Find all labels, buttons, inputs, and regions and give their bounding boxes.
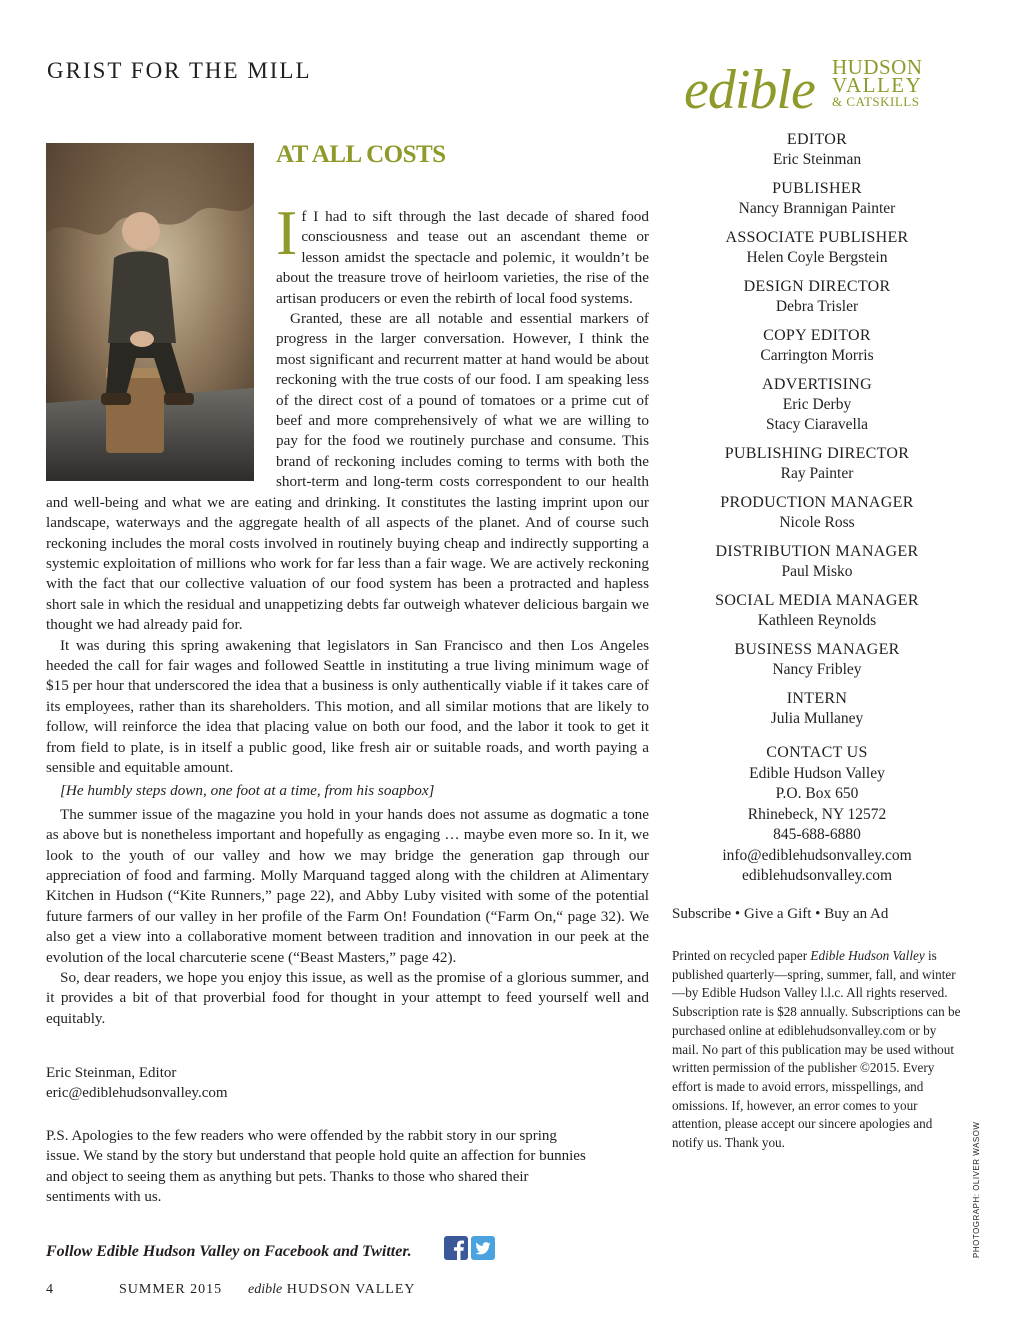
masthead-name: Nancy Fribley	[772, 661, 862, 678]
notice-title: Edible Hudson Valley	[810, 948, 925, 963]
masthead-entry	[702, 227, 932, 268]
photo-wrap-spacer	[46, 207, 276, 485]
masthead-name: Debra Trisler	[775, 298, 859, 315]
masthead-name: Julia Mullaney	[770, 710, 864, 727]
logo-edible: edible	[684, 59, 815, 121]
masthead-role: ADVERTISING	[762, 376, 872, 393]
page-number: 4	[46, 1282, 54, 1297]
masthead-name: Nicole Ross	[779, 514, 855, 531]
logo-catskills: & CATSKILLS	[832, 94, 920, 109]
notice-lead: Printed on recycled paper	[672, 948, 808, 963]
masthead-name: Helen Coyle Bergstein	[746, 249, 888, 266]
masthead-name: Ray Painter	[780, 465, 854, 482]
notice-body: is published quarterly—spring, summer, fall, and winter—by Edible Hudson Valley l.l.c. All rights reserved. Subscription rate is $28 annually. Subscriptions can be purchased online at ediblehudsonvalley.com or by mail. No part of this publication may be used without written permission of the publisher ©2015. Every effort is made to avoid errors, misspellings, and omissions. If, however, an error comes to your attention, please accept our sincere apologies and notify us. Thank you.	[672, 948, 961, 1151]
masthead-name: Paul Misko	[781, 563, 853, 580]
masthead-name: Kathleen Reynolds	[757, 612, 877, 629]
buy-ad-link[interactable]: Buy an Ad	[824, 906, 889, 922]
magazine-label: edible HUDSON VALLEY	[248, 1282, 416, 1297]
contact-title: CONTACT US	[766, 744, 868, 761]
masthead-role: ASSOCIATE PUBLISHER	[725, 229, 909, 246]
masthead-entry	[702, 590, 932, 631]
masthead-entry	[702, 129, 932, 170]
postscript: P.S. Apologies to the few readers who were offended by the rabbit story in our spring issue. We stand by the story but understand that people hold quite an affection for bunnies and object to seeing them as anything but pets. Thanks to those who shared their sentiments with us.	[46, 1128, 586, 1206]
masthead-role: BUSINESS MANAGER	[734, 641, 900, 658]
contact-line: 845-688-6880	[773, 826, 861, 843]
signature	[46, 1063, 228, 1104]
section-title: GRIST FOR THE MILL	[47, 58, 312, 83]
bullet-separator: •	[734, 906, 741, 922]
masthead-name: Stacy Ciaravella	[766, 416, 868, 433]
contact-block	[702, 743, 932, 887]
logo-region	[832, 55, 923, 109]
social-icons	[444, 1236, 496, 1260]
contact-line: Rhinebeck, NY 12572	[747, 805, 887, 823]
masthead-role: PUBLISHING DIRECTOR	[724, 445, 910, 462]
masthead-role: PUBLISHER	[772, 180, 862, 197]
article-paragraph: So, dear readers, we hope you enjoy this issue, as well as the promise of a glorious summer, and it provides a bit of that proverbial food for thought in your attempt to feed yourself well and equitably.	[46, 969, 649, 1027]
publication-notice	[672, 947, 962, 1153]
contact-line: Edible Hudson Valley	[749, 764, 885, 782]
masthead-role: DISTRIBUTION MANAGER	[715, 543, 919, 560]
masthead-role: COPY EDITOR	[763, 327, 871, 344]
masthead-entry	[702, 639, 932, 680]
masthead-role: INTERN	[786, 690, 848, 707]
contact-link[interactable]: ediblehudsonvalley.com	[741, 867, 893, 884]
photo-credit: PHOTOGRAPH: OLIVER WASOW	[972, 1121, 981, 1258]
signature-name: Eric Steinman, Editor	[46, 1065, 177, 1081]
masthead-name: Eric Derby	[782, 396, 852, 413]
bullet-separator: •	[815, 906, 821, 922]
masthead-name: Nancy Brannigan Painter	[738, 200, 896, 217]
article-paragraph: The summer issue of the magazine you hold in your hands does not assume as dogmatic a tone as above but is nonetheless important and hopefully as engaging … maybe even more so. In it, we look to the youth of our valley and how we may bridge the generation gap through our appreciation of food and farming. Molly Marquand tagged along with the children at Alimentary Kitchen in Hudson (“Kite Runners,” page 22), and Abby Luby visited with some of the potential future farmers of our valley in her profile of the Farm On! Foundation (“Farm On,“ page 32). We also get a view into a collaborative moment between tradition and innovation in our peek at the evolution of the local charcuterie scene (“Beast Masters,” page 42).	[46, 805, 649, 966]
logo-valley: VALLEY	[832, 73, 923, 97]
masthead-name: Eric Steinman	[772, 151, 862, 168]
article-paragraph: Granted, these are all notable and essential markers of progress in the larger conversation. However, I think the most significant and recurrent matter at hand would be about reckoning with the true costs of our food. I am speaking less of the direct cost of a pound of tomatoes or a prime cut of beef and more comprehensively of what we are willing to pay for the food we routinely purchase and consume. This brand of reckoning includes coming to terms with both the short-term and long-term costs correspondent to our health and well-being and what we are eating and drinking. It constitutes the lasting imprint upon our landscape, waterways and the aggregate health of all aspects of the planet. And of course such reckoning includes the moral costs involved in routinely buying cheap and indirectly supporting a systemic exploitation of millions who work for far less than a fair wage. We are actively reckoning with the fact that our collective valuation of our food system has been a protracted and hapless short sale in which the residual and unappetizing debts far outweigh whatever delicious bargain we thought we had already paid for.	[46, 310, 649, 634]
issue-label: SUMMER 2015	[119, 1282, 223, 1297]
masthead-entry	[702, 541, 932, 582]
subscribe-link[interactable]: Subscribe	[672, 906, 732, 922]
edible-logo	[684, 55, 936, 121]
article-headline: AT ALL COSTS	[276, 141, 446, 168]
masthead-role: EDITOR	[786, 131, 848, 148]
article-paragraph: It was during this spring awakening that legislators in San Francisco and then Los Angeles heeded the call for fair wages and followed Seattle in instituting a true living minimum wage of $15 per hour that underscored the idea that a business is only authentically viable if it takes care of its employees, rather than its shareholders. This motion, and all similar motions that are likely to follow, will reinforce the idea that placing value on both our food, and the labor it took to get it from field to plate, is in itself a public good, like fresh air or suitable roads, and worth paying a sensible and equitable amount.	[46, 636, 649, 776]
facebook-icon[interactable]	[444, 1236, 468, 1260]
masthead-entry	[702, 276, 932, 317]
masthead-role: PRODUCTION MANAGER	[720, 494, 914, 511]
article-aside: [He humbly steps down, one foot at a time, from his soapbox]	[60, 782, 435, 800]
logo-hudson: HUDSON	[832, 55, 923, 79]
masthead-entry	[702, 178, 932, 219]
article-paragraph: If I had to sift through the last decade of shared food consciousness and tease out an ascendant theme or lesson amidst the spectacle and polemic, it wouldn’t be about the treasure trove of heirloom varieties, the rise of the artisan producers or even the rebirth of local food systems.	[276, 197, 649, 307]
masthead	[702, 129, 932, 737]
masthead-entry	[702, 492, 932, 533]
masthead-entry	[702, 443, 932, 484]
article-body	[46, 197, 649, 1029]
masthead-entry	[702, 325, 932, 366]
give-gift-link[interactable]: Give a Gift	[743, 906, 812, 922]
subscribe-links	[672, 906, 888, 923]
drop-cap: I	[276, 197, 298, 268]
contact-line: P.O. Box 650	[775, 785, 859, 802]
masthead-name: Carrington Morris	[760, 347, 874, 364]
twitter-icon[interactable]	[471, 1236, 495, 1260]
contact-link[interactable]: info@ediblehudsonvalley.com	[722, 846, 912, 864]
follow-line: Follow Edible Hudson Valley on Facebook and Twitter.	[46, 1243, 412, 1260]
masthead-role: DESIGN DIRECTOR	[743, 278, 891, 295]
masthead-entry	[702, 688, 932, 729]
masthead-role: SOCIAL MEDIA MANAGER	[715, 592, 919, 609]
masthead-entry	[702, 374, 932, 435]
signature-email[interactable]: eric@ediblehudsonvalley.com	[46, 1085, 228, 1102]
